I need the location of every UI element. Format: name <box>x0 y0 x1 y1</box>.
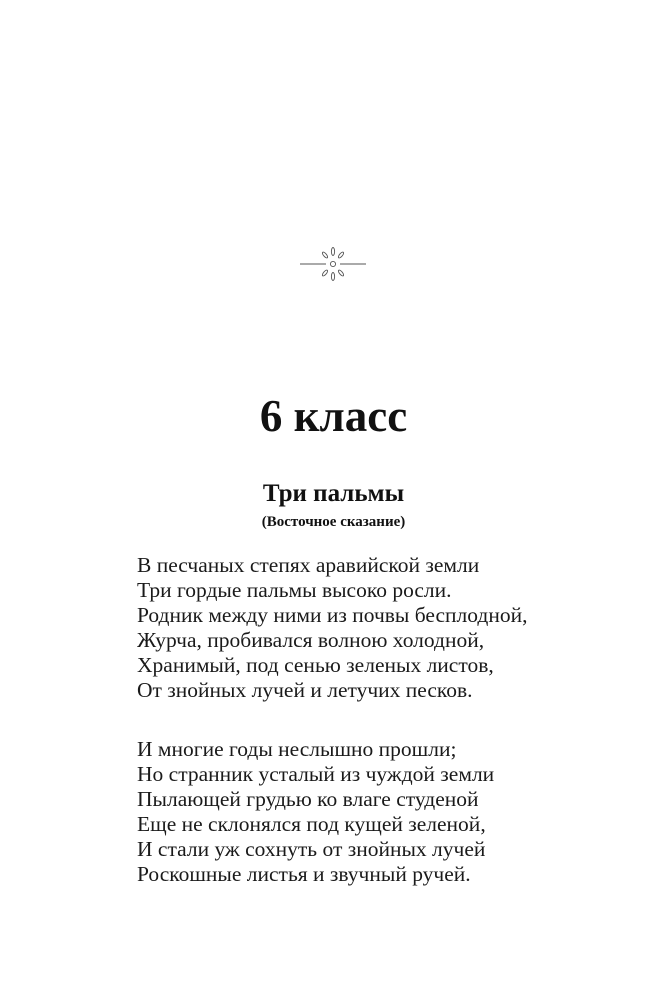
poem-title: Три пальмы <box>262 480 405 507</box>
poem-line: И многие годы неслышно прошли; <box>137 737 457 761</box>
poem-line: Три гордые пальмы высоко росли. <box>137 578 452 602</box>
poem-line: Хранимый, под сенью зеленых листов, <box>137 653 494 677</box>
poem-subtitle: (Восточное сказание) <box>261 514 406 530</box>
poem-line: От знойных лучей и летучих песков. <box>137 678 473 702</box>
poem-line: Роскошные листья и звучный ручей. <box>137 862 471 886</box>
poem-line: Родник между ними из почвы бесплодной, <box>137 603 528 627</box>
poem-line: В песчаных степях аравийской земли <box>137 553 480 577</box>
poem-stanza-1 <box>137 553 637 703</box>
chapter-title: 6 класс <box>259 391 408 441</box>
poem-stanza-2 <box>137 737 637 887</box>
floral-ornament-icon <box>300 244 366 284</box>
poem-line: Журча, пробивался волною холодной, <box>137 628 485 652</box>
poem-line: Еще не склонялся под кущей зеленой, <box>137 812 486 836</box>
poem-line: И стали уж сохнуть от знойных лучей <box>137 837 486 861</box>
poem-line: Но странник усталый из чуждой земли <box>137 762 495 786</box>
poem-line: Пылающей грудью ко влаге студеной <box>137 787 479 811</box>
